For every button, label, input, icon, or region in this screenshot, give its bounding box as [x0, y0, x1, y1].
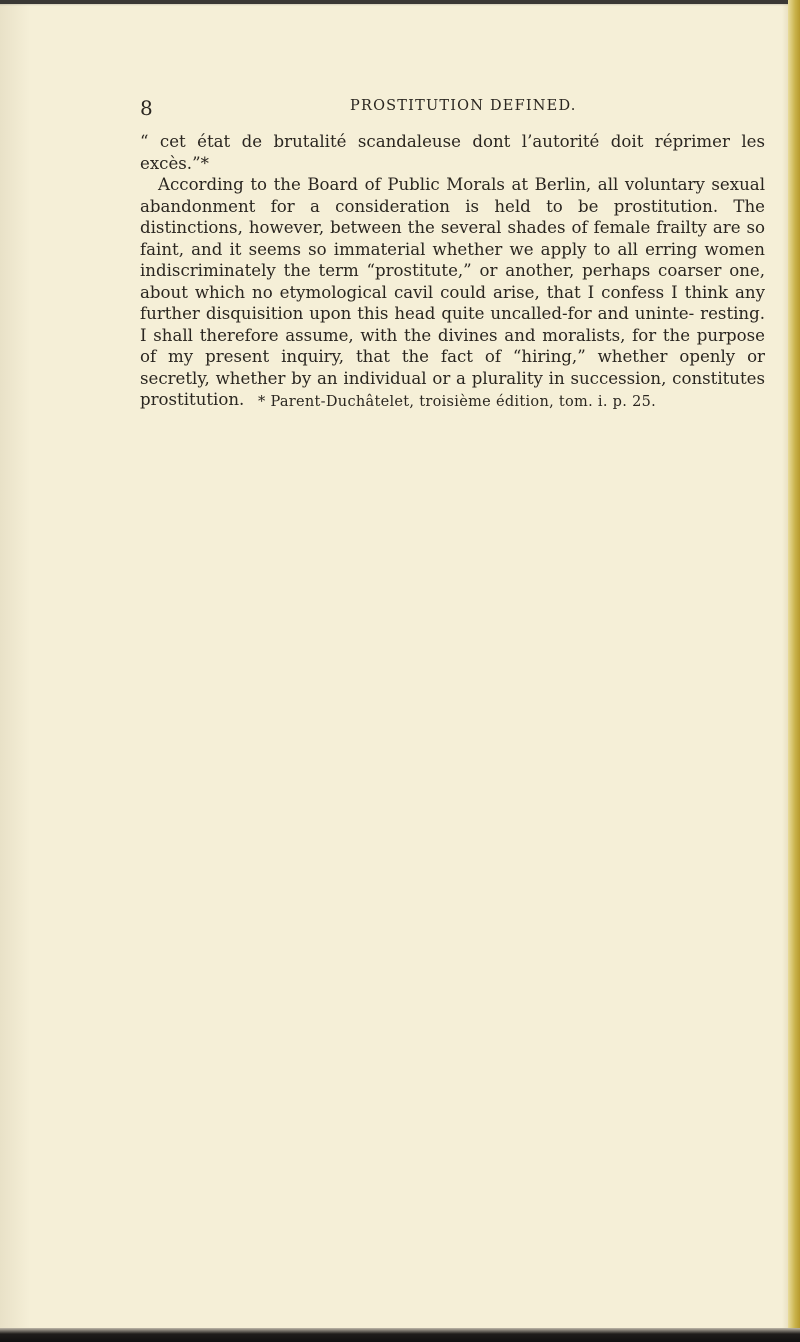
- footnote: * Parent-Duchâtelet, troisième édition, tom. i. p. 25.: [258, 394, 657, 410]
- page-bottom-edge: [0, 1328, 800, 1342]
- page-header: [140, 96, 760, 120]
- paragraph-1: “ cet état de brutalité scandaleuse dont l’autorité doit réprimer les excès.”*: [140, 132, 765, 173]
- page-number: 8: [140, 96, 154, 120]
- page-right-edge: [788, 0, 800, 1342]
- running-head: PROSTITUTION DEFINED.: [350, 98, 577, 114]
- body-text: [140, 131, 765, 411]
- page-top-edge: [0, 0, 800, 4]
- paragraph-2: According to the Board of Public Morals at Berlin, all voluntary sexual abandonment for a consideration is held to be prostitution. The distinctions, however, between the several shades of female frailty are so faint, and it seems so immaterial whether we apply to all erring women indiscriminately the term “prostitute,” or another, perhaps coarser one, about which no etymological cavil could arise, that I confess I think any further disquisition upon this head quite uncalled-for and uninte- resting. I shall therefore assume, with the divines and moralists, for the purpose of my present inquiry, that the fact of “hiring,” whether openly or secretly, whether by an individual or a plurality in succession, constitutes prostitution.: [140, 175, 765, 409]
